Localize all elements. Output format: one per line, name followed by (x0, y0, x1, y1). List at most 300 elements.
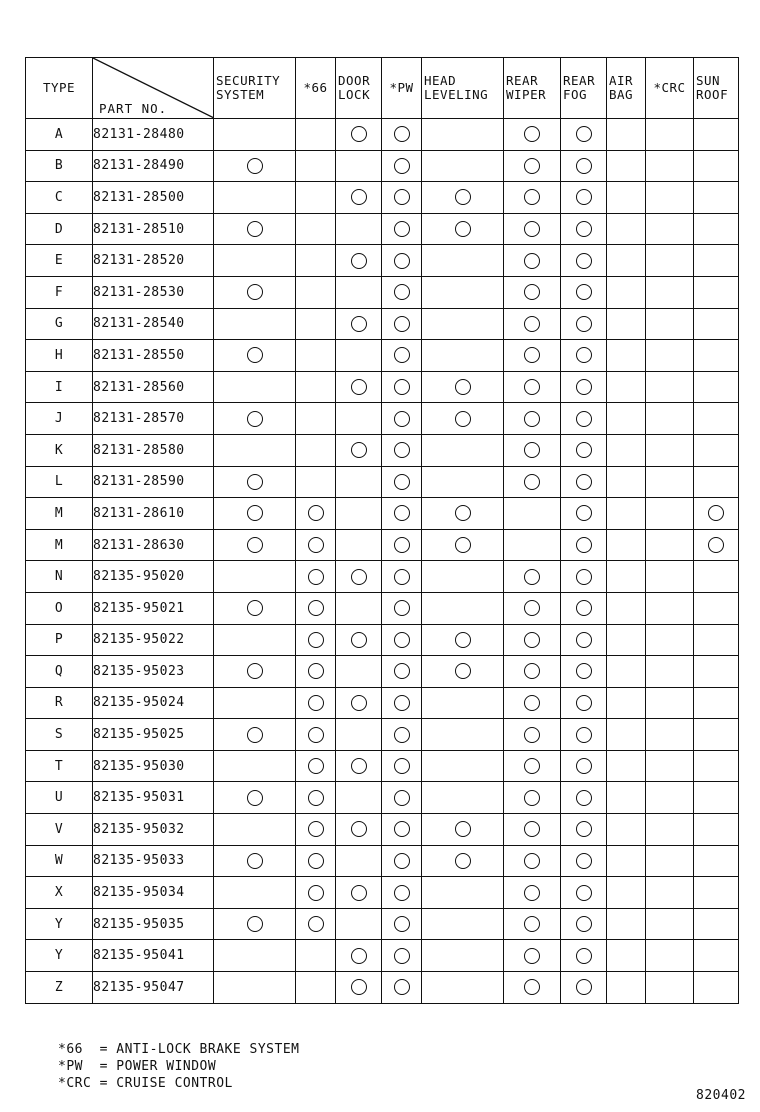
legend-item-cruise-control: *CRC = CRUISE CONTROL (58, 1076, 233, 1091)
option-cell (296, 498, 336, 530)
table-row (26, 308, 739, 340)
type-cell: Q (26, 656, 93, 688)
option-cell (646, 434, 694, 466)
part-number-cell: 82135-95032 (93, 814, 214, 846)
option-cell (336, 119, 382, 151)
applicable-circle-icon (351, 569, 367, 585)
table-row (26, 340, 739, 372)
applicable-circle-icon (576, 790, 592, 806)
option-cell (694, 308, 739, 340)
option-cell (382, 276, 422, 308)
option-cell (694, 213, 739, 245)
option-column-header (504, 58, 561, 119)
option-cell (336, 845, 382, 877)
part-number-cell: 82131-28520 (93, 245, 214, 277)
option-column-header (646, 58, 694, 119)
applicable-circle-icon (247, 474, 263, 490)
legend (58, 1041, 299, 1092)
applicable-circle-icon (394, 379, 410, 395)
option-cell (504, 908, 561, 940)
option-header-line1: DOOR (338, 73, 371, 88)
option-cell (214, 687, 296, 719)
option-column-header (561, 58, 607, 119)
type-cell: Y (26, 940, 93, 972)
option-cell (504, 150, 561, 182)
option-cell (504, 245, 561, 277)
part-number-cell: 82131-28570 (93, 403, 214, 435)
option-cell (214, 276, 296, 308)
applicable-circle-icon (576, 821, 592, 837)
option-header-line2: ROOF (696, 87, 729, 102)
option-cell (504, 782, 561, 814)
legend-item-power-window: *PW = POWER WINDOW (58, 1059, 217, 1074)
applicable-circle-icon (351, 695, 367, 711)
option-cell (214, 908, 296, 940)
applicable-circle-icon (524, 948, 540, 964)
option-cell (296, 719, 336, 751)
option-cell (607, 403, 646, 435)
option-cell (561, 182, 607, 214)
option-column-header (214, 58, 296, 119)
option-cell (214, 561, 296, 593)
part-number-cell: 82131-28480 (93, 119, 214, 151)
option-cell (382, 719, 422, 751)
table-row (26, 182, 739, 214)
applicable-circle-icon (576, 727, 592, 743)
option-cell (561, 466, 607, 498)
option-cell (561, 371, 607, 403)
table-row (26, 213, 739, 245)
applicable-circle-icon (576, 505, 592, 521)
option-cell (561, 245, 607, 277)
option-cell (694, 656, 739, 688)
option-cell (504, 119, 561, 151)
option-cell (214, 750, 296, 782)
option-cell (296, 877, 336, 909)
option-cell (694, 245, 739, 277)
option-cell (422, 245, 504, 277)
applicable-circle-icon (247, 284, 263, 300)
option-column-header (422, 58, 504, 119)
applicable-circle-icon (524, 979, 540, 995)
option-cell (422, 529, 504, 561)
part-number-cell: 82135-95020 (93, 561, 214, 593)
option-cell (504, 182, 561, 214)
applicable-circle-icon (576, 379, 592, 395)
applicable-circle-icon (576, 569, 592, 585)
option-cell (694, 182, 739, 214)
part-no-label: PART NO. (99, 101, 168, 116)
option-cell (561, 972, 607, 1004)
applicable-circle-icon (576, 695, 592, 711)
option-cell (607, 340, 646, 372)
applicable-circle-icon (576, 221, 592, 237)
option-cell (336, 687, 382, 719)
option-cell (382, 750, 422, 782)
part-no-column-header (93, 58, 214, 119)
option-cell (214, 529, 296, 561)
option-cell (214, 150, 296, 182)
applicable-circle-icon (576, 632, 592, 648)
applicable-circle-icon (308, 727, 324, 743)
option-cell (694, 687, 739, 719)
option-cell (561, 498, 607, 530)
option-cell (694, 498, 739, 530)
option-cell (561, 908, 607, 940)
option-cell (694, 814, 739, 846)
applicable-circle-icon (524, 885, 540, 901)
option-cell (336, 814, 382, 846)
option-cell (214, 340, 296, 372)
applicable-circle-icon (308, 790, 324, 806)
part-number-cell: 82131-28540 (93, 308, 214, 340)
option-cell (296, 434, 336, 466)
part-number-cell: 82135-95033 (93, 845, 214, 877)
option-cell (422, 687, 504, 719)
option-cell (694, 750, 739, 782)
option-cell (607, 150, 646, 182)
option-cell (694, 466, 739, 498)
option-cell (646, 150, 694, 182)
type-cell: V (26, 814, 93, 846)
table-row (26, 529, 739, 561)
applicable-circle-icon (455, 505, 471, 521)
option-cell (214, 498, 296, 530)
option-cell (694, 782, 739, 814)
applicable-circle-icon (351, 253, 367, 269)
applicable-circle-icon (576, 442, 592, 458)
option-cell (382, 245, 422, 277)
type-cell: K (26, 434, 93, 466)
option-cell (214, 940, 296, 972)
option-cell (336, 782, 382, 814)
option-cell (561, 213, 607, 245)
type-cell: Z (26, 972, 93, 1004)
option-cell (382, 845, 422, 877)
part-number-cell: 82131-28610 (93, 498, 214, 530)
option-cell (646, 340, 694, 372)
option-cell (296, 245, 336, 277)
applicable-circle-icon (455, 537, 471, 553)
option-cell (694, 434, 739, 466)
applicable-circle-icon (455, 663, 471, 679)
part-number-cell: 82135-95047 (93, 972, 214, 1004)
option-cell (422, 371, 504, 403)
applicable-circle-icon (524, 347, 540, 363)
option-cell (607, 656, 646, 688)
applicable-circle-icon (524, 853, 540, 869)
option-cell (646, 529, 694, 561)
applicable-circle-icon (394, 979, 410, 995)
option-cell (422, 403, 504, 435)
table-row (26, 434, 739, 466)
option-cell (607, 750, 646, 782)
option-cell (646, 719, 694, 751)
applicable-circle-icon (394, 790, 410, 806)
applicable-circle-icon (576, 537, 592, 553)
applicable-circle-icon (308, 885, 324, 901)
option-cell (646, 908, 694, 940)
option-cell (214, 656, 296, 688)
applicable-circle-icon (708, 505, 724, 521)
applicable-circle-icon (247, 537, 263, 553)
option-cell (382, 877, 422, 909)
option-cell (607, 213, 646, 245)
applicable-circle-icon (524, 316, 540, 332)
option-cell (214, 213, 296, 245)
option-cell (561, 656, 607, 688)
option-cell (336, 276, 382, 308)
option-header-line1: *PW (389, 80, 414, 95)
option-cell (336, 908, 382, 940)
applicable-circle-icon (308, 569, 324, 585)
option-cell (504, 592, 561, 624)
option-cell (561, 150, 607, 182)
applicable-circle-icon (247, 853, 263, 869)
applicable-circle-icon (394, 695, 410, 711)
option-cell (382, 182, 422, 214)
applicable-circle-icon (394, 411, 410, 427)
part-number-cell: 82131-28580 (93, 434, 214, 466)
applicable-circle-icon (455, 632, 471, 648)
option-header-line1: SUN (696, 73, 721, 88)
applicable-circle-icon (394, 158, 410, 174)
option-cell (382, 940, 422, 972)
type-cell: D (26, 213, 93, 245)
applicable-circle-icon (455, 821, 471, 837)
option-cell (422, 498, 504, 530)
option-cell (336, 940, 382, 972)
type-cell: A (26, 119, 93, 151)
option-cell (646, 782, 694, 814)
applicable-circle-icon (524, 189, 540, 205)
option-cell (422, 782, 504, 814)
option-cell (382, 340, 422, 372)
option-cell (296, 656, 336, 688)
option-cell (607, 940, 646, 972)
applicable-circle-icon (247, 411, 263, 427)
option-cell (214, 719, 296, 751)
option-cell (607, 276, 646, 308)
applicable-circle-icon (524, 663, 540, 679)
applicable-circle-icon (351, 979, 367, 995)
table-row (26, 466, 739, 498)
option-cell (561, 750, 607, 782)
option-cell (296, 340, 336, 372)
applicable-circle-icon (308, 758, 324, 774)
option-cell (382, 371, 422, 403)
option-cell (422, 656, 504, 688)
applicable-circle-icon (394, 948, 410, 964)
option-cell (214, 845, 296, 877)
option-cell (607, 972, 646, 1004)
option-cell (382, 434, 422, 466)
applicable-circle-icon (394, 885, 410, 901)
option-header-line1: REAR (506, 73, 539, 88)
option-cell (214, 466, 296, 498)
table-row (26, 561, 739, 593)
applicable-circle-icon (576, 126, 592, 142)
option-cell (336, 972, 382, 1004)
part-number-cell: 82135-95030 (93, 750, 214, 782)
applicable-circle-icon (576, 600, 592, 616)
option-cell (336, 498, 382, 530)
option-cell (422, 877, 504, 909)
type-cell: F (26, 276, 93, 308)
table-row (26, 498, 739, 530)
part-number-cell: 82135-95024 (93, 687, 214, 719)
applicable-circle-icon (247, 347, 263, 363)
option-cell (214, 403, 296, 435)
applicable-circle-icon (708, 537, 724, 553)
option-cell (694, 561, 739, 593)
type-cell: B (26, 150, 93, 182)
option-cell (336, 245, 382, 277)
option-column-header (382, 58, 422, 119)
type-cell: G (26, 308, 93, 340)
option-cell (214, 592, 296, 624)
option-cell (382, 403, 422, 435)
option-cell (214, 972, 296, 1004)
option-cell (561, 624, 607, 656)
table-row (26, 940, 739, 972)
option-cell (336, 308, 382, 340)
option-cell (296, 466, 336, 498)
option-cell (504, 687, 561, 719)
applicable-circle-icon (247, 505, 263, 521)
option-cell (561, 940, 607, 972)
option-cell (504, 845, 561, 877)
option-cell (336, 434, 382, 466)
option-cell (561, 719, 607, 751)
type-cell: Y (26, 908, 93, 940)
applicable-circle-icon (394, 632, 410, 648)
option-cell (646, 592, 694, 624)
option-cell (336, 561, 382, 593)
option-cell (214, 308, 296, 340)
option-cell (646, 940, 694, 972)
applicable-circle-icon (576, 316, 592, 332)
option-cell (422, 182, 504, 214)
option-cell (607, 687, 646, 719)
applicable-circle-icon (576, 189, 592, 205)
option-cell (422, 845, 504, 877)
option-cell (561, 592, 607, 624)
applicable-circle-icon (351, 316, 367, 332)
applicable-circle-icon (308, 632, 324, 648)
option-cell (422, 908, 504, 940)
option-cell (694, 403, 739, 435)
option-cell (382, 592, 422, 624)
part-number-cell: 82131-28590 (93, 466, 214, 498)
option-cell (382, 529, 422, 561)
option-cell (336, 150, 382, 182)
applicable-circle-icon (351, 442, 367, 458)
type-cell: H (26, 340, 93, 372)
table-row (26, 245, 739, 277)
option-cell (504, 940, 561, 972)
option-cell (561, 782, 607, 814)
option-cell (296, 371, 336, 403)
option-cell (382, 814, 422, 846)
option-cell (561, 434, 607, 466)
option-cell (296, 403, 336, 435)
option-cell (296, 529, 336, 561)
option-cell (336, 466, 382, 498)
table-row (26, 371, 739, 403)
part-number-cell: 82135-95041 (93, 940, 214, 972)
applicable-circle-icon (394, 442, 410, 458)
option-cell (504, 434, 561, 466)
applicable-circle-icon (524, 379, 540, 395)
applicable-circle-icon (394, 221, 410, 237)
option-cell (336, 656, 382, 688)
option-cell (646, 182, 694, 214)
applicable-circle-icon (308, 821, 324, 837)
part-number-cell: 82135-95025 (93, 719, 214, 751)
option-cell (296, 561, 336, 593)
part-number-cell: 82131-28560 (93, 371, 214, 403)
applicable-circle-icon (455, 411, 471, 427)
type-cell: I (26, 371, 93, 403)
drawing-code: 820402 (696, 1088, 746, 1103)
option-cell (214, 182, 296, 214)
type-cell: O (26, 592, 93, 624)
option-cell (607, 308, 646, 340)
option-cell (607, 719, 646, 751)
option-cell (504, 877, 561, 909)
option-cell (607, 592, 646, 624)
option-cell (296, 624, 336, 656)
applicable-circle-icon (576, 347, 592, 363)
option-cell (422, 340, 504, 372)
option-cell (561, 340, 607, 372)
applicable-circle-icon (524, 790, 540, 806)
applicable-circle-icon (524, 727, 540, 743)
applicable-circle-icon (576, 885, 592, 901)
option-cell (422, 276, 504, 308)
option-cell (646, 371, 694, 403)
applicable-circle-icon (394, 474, 410, 490)
option-cell (214, 434, 296, 466)
option-cell (694, 119, 739, 151)
applicable-circle-icon (524, 442, 540, 458)
applicable-circle-icon (455, 853, 471, 869)
type-cell: M (26, 498, 93, 530)
type-cell: P (26, 624, 93, 656)
table-row (26, 814, 739, 846)
option-cell (336, 340, 382, 372)
option-cell (336, 750, 382, 782)
option-cell (296, 687, 336, 719)
option-cell (607, 624, 646, 656)
option-cell (504, 308, 561, 340)
type-cell: U (26, 782, 93, 814)
option-cell (382, 687, 422, 719)
option-cell (296, 940, 336, 972)
option-cell (646, 403, 694, 435)
applicable-circle-icon (455, 379, 471, 395)
applicable-circle-icon (351, 632, 367, 648)
option-cell (607, 877, 646, 909)
option-cell (504, 403, 561, 435)
option-cell (646, 119, 694, 151)
option-cell (646, 877, 694, 909)
applicable-circle-icon (394, 189, 410, 205)
option-cell (646, 750, 694, 782)
option-cell (422, 719, 504, 751)
option-cell (607, 245, 646, 277)
